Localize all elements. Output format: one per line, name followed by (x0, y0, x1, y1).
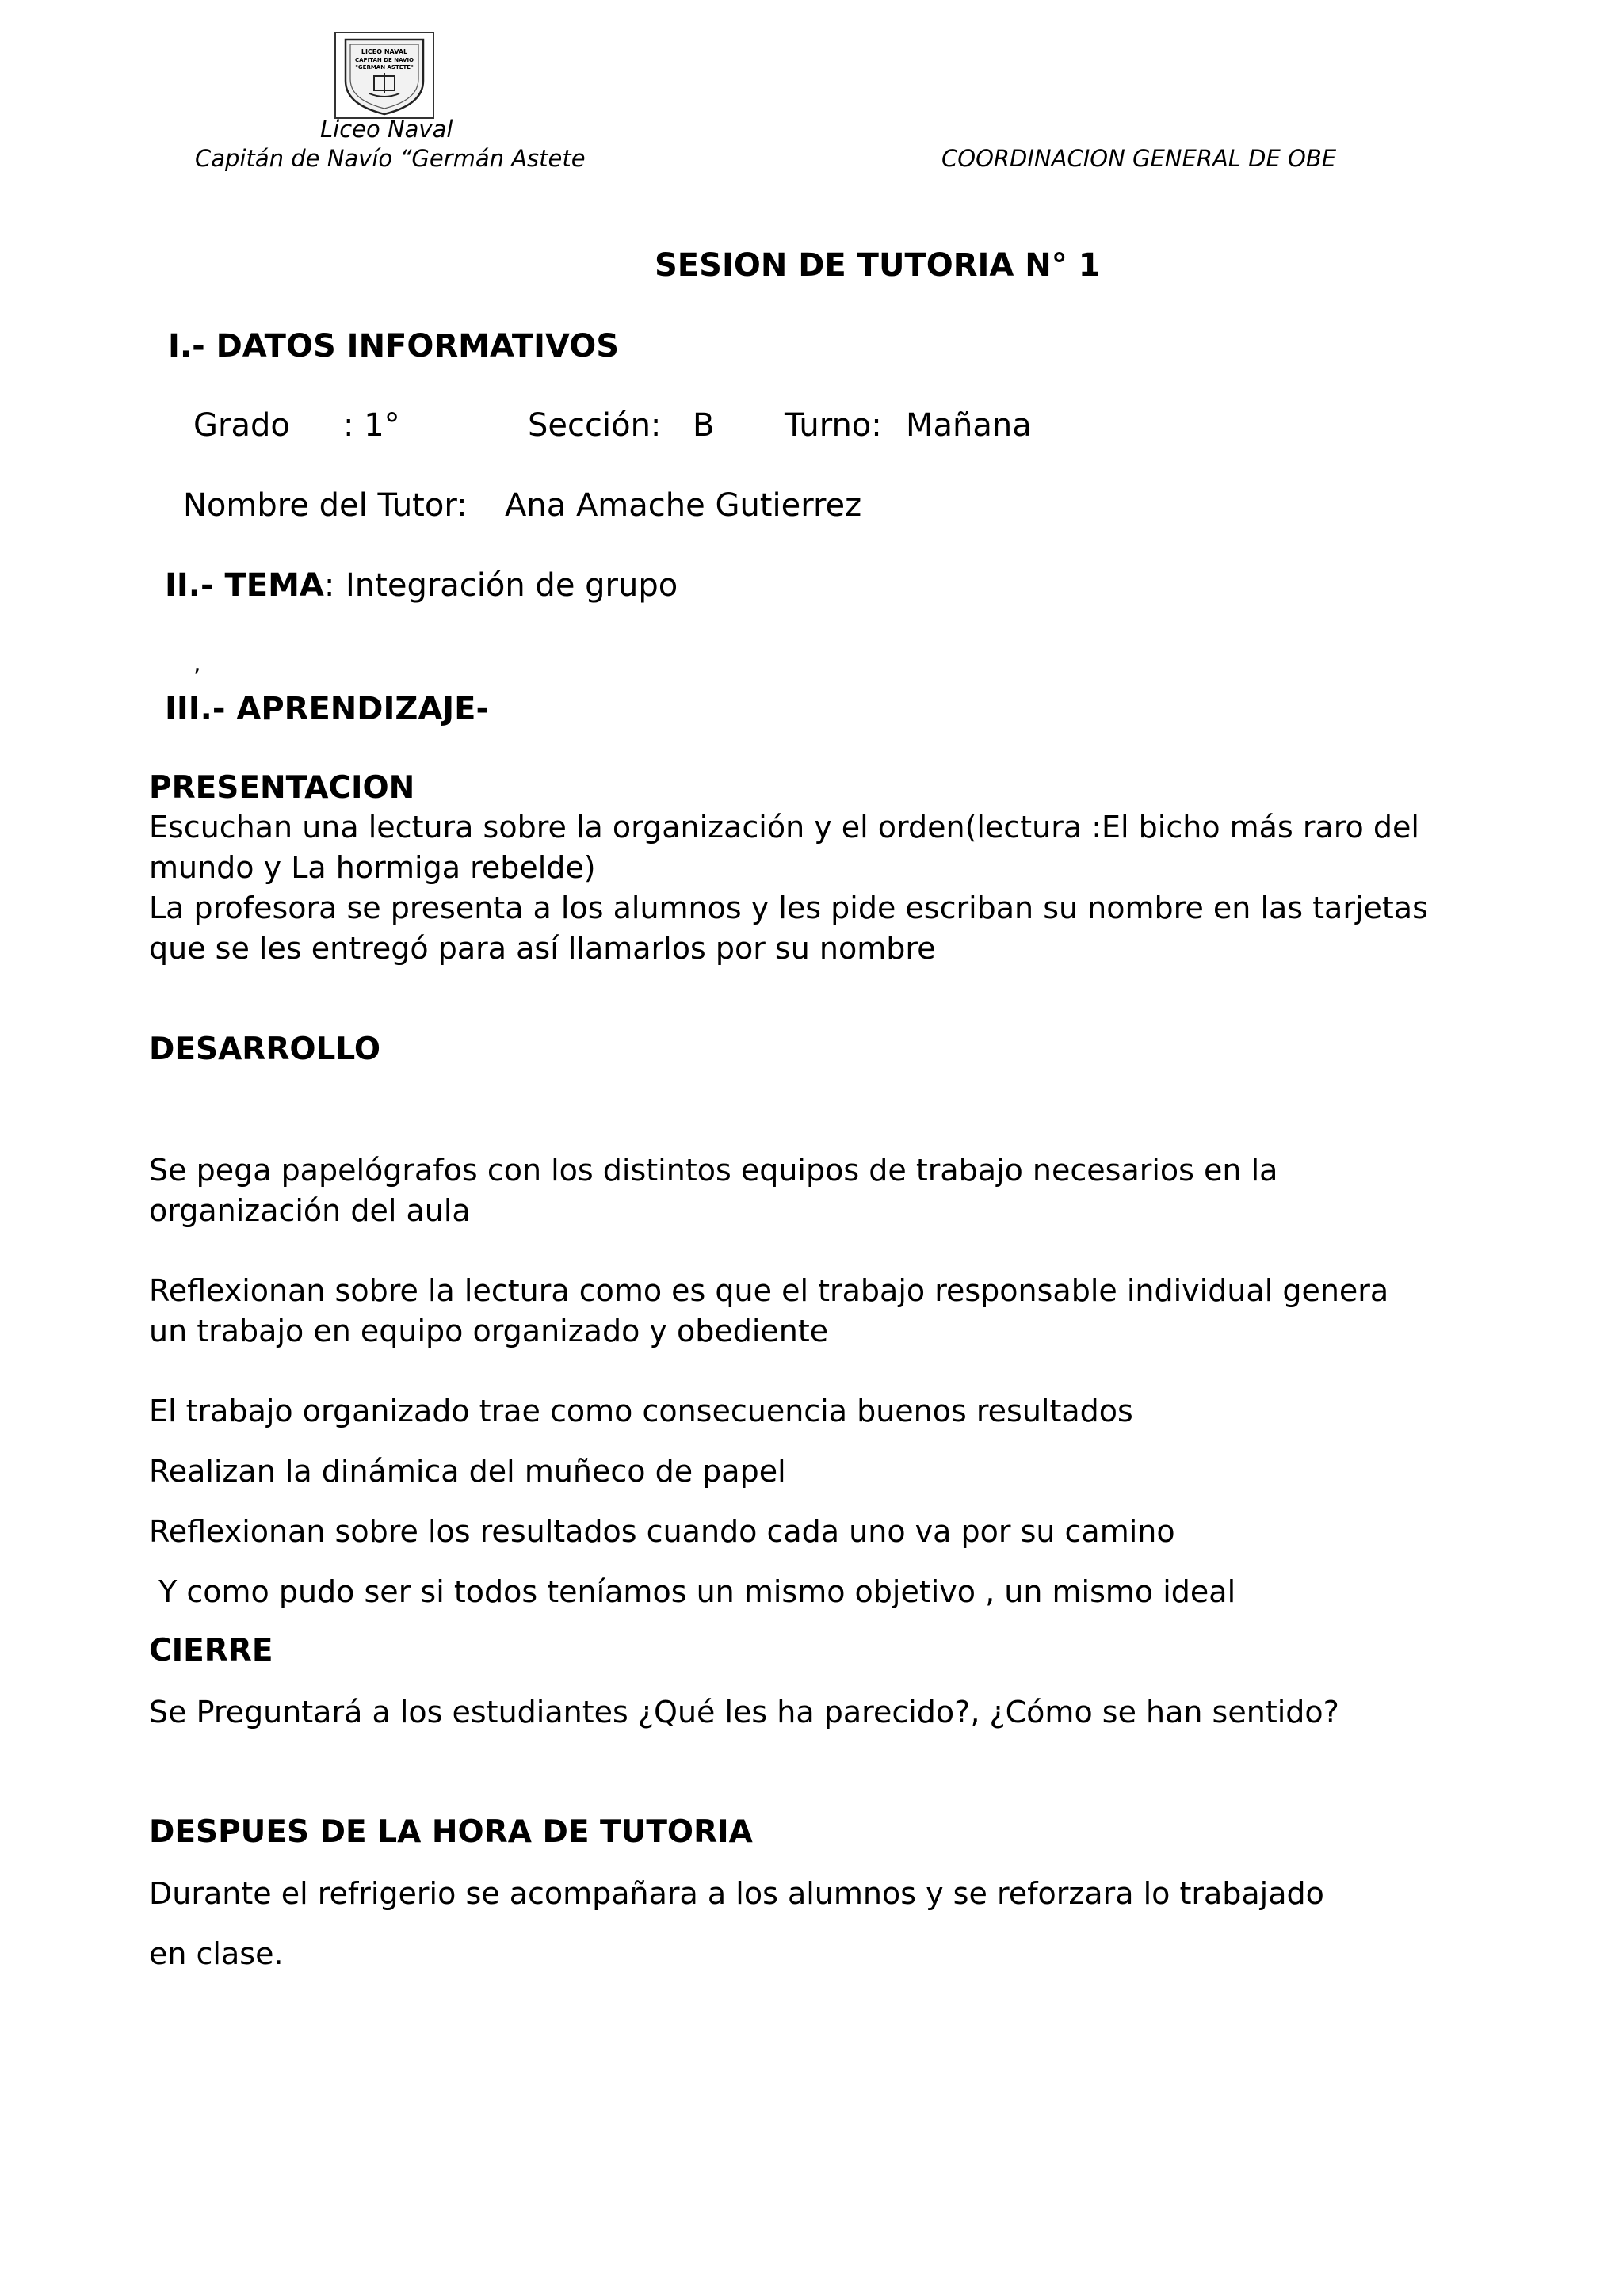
presentacion-line: que se les entregó para así llamarlos por su nombre (149, 931, 936, 966)
presentacion-line: La profesora se presenta a los alumnos y les pide escriban su nombre en las tarjetas (149, 891, 1428, 925)
cierre-text: Se Preguntará a los estudiantes ¿Qué les ha parecido?, ¿Cómo se han sentido? (149, 1695, 1339, 1730)
coordination-header: COORDINACION GENERAL DE OBE (941, 145, 1337, 172)
despues-line2: en clase. (149, 1936, 284, 1971)
presentacion-text (149, 807, 1428, 969)
cierre-heading: CIERRE (149, 1633, 273, 1669)
desarrollo-paragraph-1 (149, 1150, 1277, 1231)
tema-label: II.- TEMA (165, 567, 324, 604)
section2-line (165, 567, 334, 604)
despues-heading: DESPUES DE LA HORA DE TUTORIA (149, 1814, 753, 1850)
section3-heading: III.- APRENDIZAJE- (165, 691, 490, 727)
tema-value: Integración de grupo (346, 567, 678, 604)
desarrollo-line: Se pega papelógrafos con los distintos equipos de trabajo necesarios en la (149, 1153, 1278, 1188)
despues-line1: Durante el refrigerio se acompañara a los alumnos y se reforzara lo trabajado (149, 1876, 1324, 1911)
section1-heading: I.- DATOS INFORMATIVOS (168, 328, 620, 364)
grado-value: : 1° (343, 407, 400, 444)
desarrollo-line: un trabajo en equipo organizado y obediente (149, 1314, 829, 1348)
desarrollo-line: Reflexionan sobre la lectura como es que el trabajo responsable individual genera (149, 1273, 1389, 1308)
presentacion-line: mundo y La hormiga rebelde) (149, 850, 596, 885)
tutor-label: Nombre del Tutor: (183, 487, 468, 524)
stray-mark: , (193, 650, 201, 677)
turno-value: Mañana (906, 407, 1032, 444)
turno-label: Turno: (785, 407, 882, 444)
school-name-line1: Liceo Naval (320, 116, 453, 143)
school-name-line2: Capitán de Navío “Germán Astete (195, 145, 586, 172)
desarrollo-item: Reflexionan sobre los resultados cuando cada uno va por su camino (149, 1514, 1175, 1549)
logo-text-line1: LICEO NAVAL (361, 48, 408, 55)
seccion-label: Sección: (528, 407, 662, 444)
desarrollo-item: Y como pudo ser si todos teníamos un mismo objetivo , un mismo ideal (149, 1574, 1236, 1609)
school-crest-logo (334, 32, 434, 119)
desarrollo-line: organización del aula (149, 1193, 471, 1228)
page-title: SESION DE TUTORIA N° 1 (655, 247, 1101, 284)
desarrollo-item: Realizan la dinámica del muñeco de papel (149, 1454, 786, 1489)
tutor-value: Ana Amache Gutierrez (505, 487, 862, 524)
seccion-value: B (693, 407, 715, 444)
desarrollo-heading: DESARROLLO (149, 1032, 380, 1067)
logo-text-line3: "GERMAN ASTETE" (355, 64, 414, 71)
desarrollo-paragraph-2 (149, 1271, 1388, 1352)
presentacion-line: Escuchan una lectura sobre la organización y el orden(lectura :El bicho más raro del (149, 810, 1419, 845)
grado-label: Grado (193, 407, 290, 444)
logo-text-line2: CAPITAN DE NAVIO (354, 57, 414, 63)
desarrollo-item: El trabajo organizado trae como consecuencia buenos resultados (149, 1394, 1133, 1428)
tema-colon: : (323, 567, 335, 604)
presentacion-heading: PRESENTACION (149, 770, 415, 806)
